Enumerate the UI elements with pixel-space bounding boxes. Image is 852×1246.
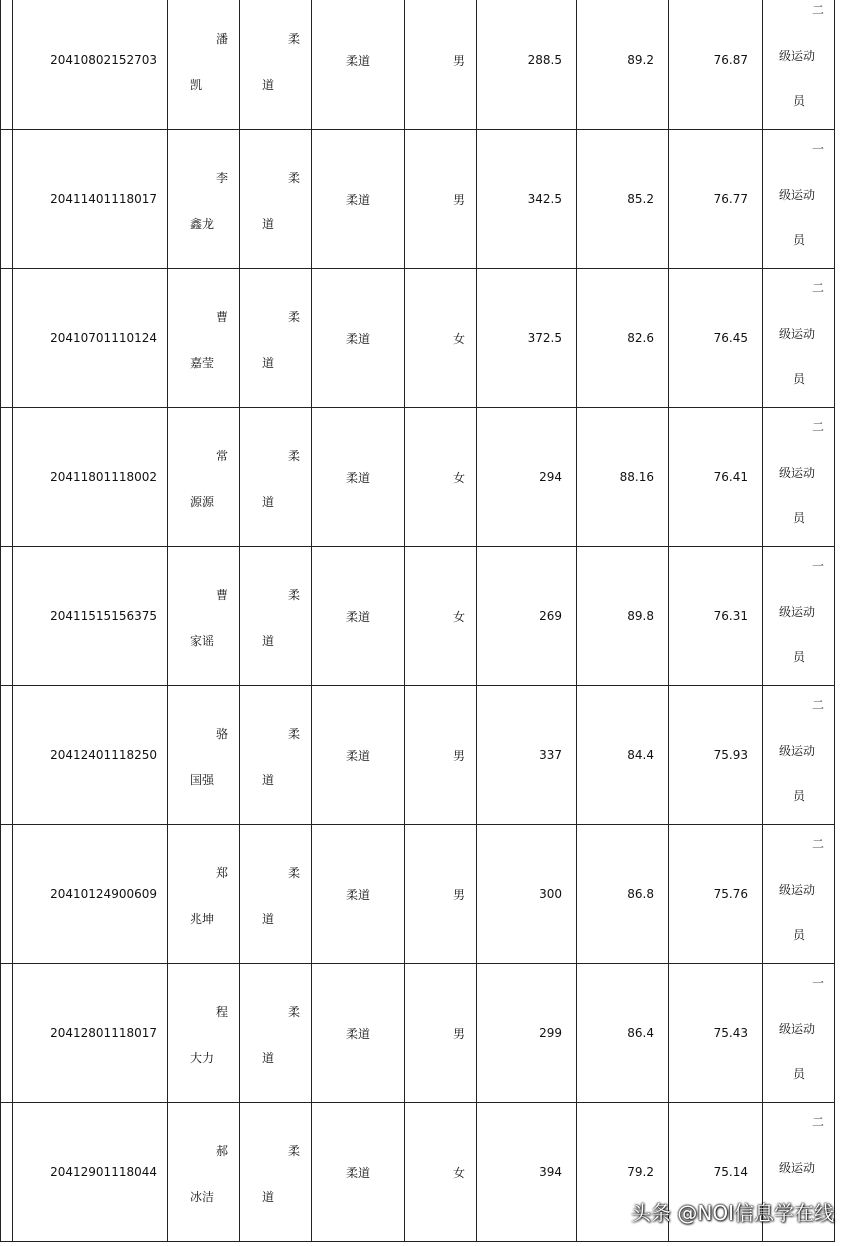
name-line-2: 大力: [190, 1051, 215, 1065]
sport-score: 79.2: [627, 1165, 654, 1179]
name-line-2: 嘉莹: [190, 356, 215, 370]
event-cell: [240, 547, 312, 686]
grade-line-3: 员: [793, 94, 806, 108]
sport-score: 89.2: [627, 53, 654, 67]
event-line-1: 柔: [287, 449, 300, 463]
name-line-2: 凯: [190, 78, 203, 92]
gender: 男: [452, 192, 465, 207]
event-cell: [240, 825, 312, 964]
athlete-grade-cell: [763, 686, 835, 825]
name-line-1: 郝: [215, 1144, 228, 1158]
total-score-cell: [669, 964, 763, 1103]
sport-score-cell: [577, 686, 669, 825]
sport-score: 88.16: [619, 470, 654, 484]
project: 柔道: [345, 53, 370, 68]
athlete-grade-cell: [763, 547, 835, 686]
culture-score: 269: [539, 609, 562, 623]
gender: 女: [452, 331, 465, 346]
project-cell: [312, 686, 405, 825]
sport-score-cell: [577, 408, 669, 547]
project: 柔道: [345, 748, 370, 763]
culture-score-cell: [477, 130, 577, 269]
table-row: [1, 0, 835, 130]
left-margin-cell: [1, 1103, 13, 1242]
total-score-cell: [669, 547, 763, 686]
table-row: [1, 686, 835, 825]
left-margin-cell: [1, 0, 13, 130]
name-line-1: 曹: [215, 310, 228, 324]
event-line-2: 道: [262, 773, 275, 787]
culture-score-cell: [477, 269, 577, 408]
sport-score-cell: [577, 964, 669, 1103]
table-row: [1, 269, 835, 408]
table-row: [1, 547, 835, 686]
exam-id: 20411401118017: [50, 192, 157, 206]
athlete-grade-cell: [763, 130, 835, 269]
project: 柔道: [345, 1026, 370, 1041]
culture-score: 294: [539, 470, 562, 484]
total-score: 76.41: [713, 470, 748, 484]
total-score: 75.14: [713, 1165, 748, 1179]
project: 柔道: [345, 887, 370, 902]
exam-id: 20410701110124: [50, 331, 157, 345]
sport-score-cell: [577, 825, 669, 964]
culture-score-cell: [477, 0, 577, 130]
event-line-1: 柔: [287, 171, 300, 185]
exam-id-cell: [13, 1103, 168, 1242]
grade-line-3: 员: [793, 928, 806, 942]
event-cell: [240, 1103, 312, 1242]
total-score-cell: [669, 408, 763, 547]
gender-cell: [405, 269, 477, 408]
gender-cell: [405, 825, 477, 964]
athlete-grade-cell: [763, 408, 835, 547]
event-line-2: 道: [262, 356, 275, 370]
name-cell: [168, 1103, 240, 1242]
total-score: 76.77: [713, 192, 748, 206]
sport-score: 82.6: [627, 331, 654, 345]
grade-line-2: 级运动: [779, 883, 816, 897]
name-cell: [168, 547, 240, 686]
exam-id: 20410802152703: [50, 53, 157, 67]
left-margin-cell: [1, 825, 13, 964]
sport-score-cell: [577, 130, 669, 269]
culture-score-cell: [477, 547, 577, 686]
gender-cell: [405, 130, 477, 269]
event-line-2: 道: [262, 78, 275, 92]
name-line-1: 骆: [215, 727, 228, 741]
sport-score-cell: [577, 0, 669, 130]
name-cell: [168, 130, 240, 269]
event-line-1: 柔: [287, 866, 300, 880]
total-score-cell: [669, 825, 763, 964]
sport-score-cell: [577, 269, 669, 408]
culture-score-cell: [477, 964, 577, 1103]
grade-line-1: 二: [811, 3, 824, 17]
name-line-2: 兆坤: [190, 912, 215, 926]
event-line-2: 道: [262, 912, 275, 926]
exam-id-cell: [13, 825, 168, 964]
event-line-2: 道: [262, 1051, 275, 1065]
event-line-1: 柔: [287, 310, 300, 324]
total-score: 76.87: [713, 53, 748, 67]
grade-line-1: 二: [811, 837, 824, 851]
culture-score: 372.5: [527, 331, 562, 345]
event-cell: [240, 686, 312, 825]
name-cell: [168, 0, 240, 130]
name-line-1: 常: [215, 449, 228, 463]
grade-line-2: 级运动: [779, 327, 816, 341]
gender-cell: [405, 408, 477, 547]
grade-line-2: 级运动: [779, 466, 816, 480]
grade-line-3: 员: [793, 1067, 806, 1081]
name-line-1: 郑: [215, 866, 228, 880]
culture-score: 300: [539, 887, 562, 901]
project: 柔道: [345, 192, 370, 207]
gender: 男: [452, 887, 465, 902]
project-cell: [312, 269, 405, 408]
name-cell: [168, 408, 240, 547]
watermark: 头条 @NOI信息学在线: [631, 1201, 834, 1225]
left-margin-cell: [1, 964, 13, 1103]
table-row: [1, 408, 835, 547]
event-line-2: 道: [262, 495, 275, 509]
project: 柔道: [345, 470, 370, 485]
grade-line-2: 级运动: [779, 605, 816, 619]
culture-score-cell: [477, 825, 577, 964]
event-line-1: 柔: [287, 1144, 300, 1158]
total-score-cell: [669, 0, 763, 130]
grade-line-2: 级运动: [779, 49, 816, 63]
left-margin-cell: [1, 408, 13, 547]
project-cell: [312, 964, 405, 1103]
exam-id-cell: [13, 130, 168, 269]
total-score: 76.45: [713, 331, 748, 345]
left-margin-cell: [1, 269, 13, 408]
name-line-2: 源源: [190, 495, 215, 509]
name-cell: [168, 964, 240, 1103]
project-cell: [312, 825, 405, 964]
results-table-body: [1, 0, 835, 1242]
culture-score-cell: [477, 408, 577, 547]
project: 柔道: [345, 609, 370, 624]
culture-score-cell: [477, 1103, 577, 1242]
exam-id: 20412901118044: [50, 1165, 157, 1179]
athlete-grade-cell: [763, 964, 835, 1103]
grade-line-1: 二: [811, 281, 824, 295]
athlete-grade-cell: [763, 269, 835, 408]
grade-line-2: 级运动: [779, 744, 816, 758]
gender: 男: [452, 53, 465, 68]
grade-line-2: 级运动: [779, 1161, 816, 1175]
grade-line-1: 一: [811, 559, 824, 573]
grade-line-3: 员: [793, 233, 806, 247]
culture-score: 288.5: [527, 53, 562, 67]
grade-line-3: 员: [793, 372, 806, 386]
total-score-cell: [669, 686, 763, 825]
project-cell: [312, 408, 405, 547]
event-line-2: 道: [262, 1190, 275, 1204]
total-score-cell: [669, 130, 763, 269]
name-line-1: 程: [215, 1005, 228, 1019]
name-cell: [168, 269, 240, 408]
gender-cell: [405, 964, 477, 1103]
event-line-2: 道: [262, 217, 275, 231]
culture-score-cell: [477, 686, 577, 825]
total-score: 76.31: [713, 609, 748, 623]
total-score: 75.43: [713, 1026, 748, 1040]
exam-id-cell: [13, 547, 168, 686]
name-line-2: 家谣: [190, 634, 215, 648]
event-cell: [240, 269, 312, 408]
exam-id-cell: [13, 0, 168, 130]
table-row: [1, 130, 835, 269]
project-cell: [312, 130, 405, 269]
project: 柔道: [345, 1165, 370, 1180]
gender-cell: [405, 1103, 477, 1242]
event-line-1: 柔: [287, 588, 300, 602]
name-line-1: 曹: [215, 588, 228, 602]
grade-line-3: 员: [793, 789, 806, 803]
athlete-grade-cell: [763, 825, 835, 964]
gender: 女: [452, 1165, 465, 1180]
sport-score: 86.4: [627, 1026, 654, 1040]
grade-line-3: 员: [793, 511, 806, 525]
table-row: [1, 825, 835, 964]
project: 柔道: [345, 331, 370, 346]
left-margin-cell: [1, 686, 13, 825]
name-line-2: 鑫龙: [190, 217, 215, 231]
sport-score: 85.2: [627, 192, 654, 206]
name-cell: [168, 825, 240, 964]
name-line-2: 国强: [190, 773, 215, 787]
gender: 男: [452, 1026, 465, 1041]
sport-score-cell: [577, 547, 669, 686]
culture-score: 337: [539, 748, 562, 762]
gender: 女: [452, 470, 465, 485]
project-cell: [312, 1103, 405, 1242]
total-score: 75.93: [713, 748, 748, 762]
culture-score: 342.5: [527, 192, 562, 206]
grade-line-1: 二: [811, 1115, 824, 1129]
sport-score: 86.8: [627, 887, 654, 901]
gender-cell: [405, 686, 477, 825]
exam-id: 20412401118250: [50, 748, 157, 762]
name-line-1: 潘: [215, 32, 228, 46]
grade-line-3: 员: [793, 650, 806, 664]
event-line-2: 道: [262, 634, 275, 648]
name-cell: [168, 686, 240, 825]
grade-line-2: 级运动: [779, 1022, 816, 1036]
exam-id-cell: [13, 964, 168, 1103]
exam-id-cell: [13, 686, 168, 825]
event-line-1: 柔: [287, 727, 300, 741]
event-cell: [240, 0, 312, 130]
gender: 女: [452, 609, 465, 624]
sport-score: 89.8: [627, 609, 654, 623]
grade-line-1: 一: [811, 142, 824, 156]
exam-id-cell: [13, 408, 168, 547]
exam-id-cell: [13, 269, 168, 408]
culture-score: 394: [539, 1165, 562, 1179]
grade-line-1: 二: [811, 420, 824, 434]
gender-cell: [405, 547, 477, 686]
grade-line-2: 级运动: [779, 188, 816, 202]
table-row: [1, 964, 835, 1103]
total-score-cell: [669, 269, 763, 408]
total-score: 75.76: [713, 887, 748, 901]
event-cell: [240, 408, 312, 547]
event-line-1: 柔: [287, 32, 300, 46]
project-cell: [312, 0, 405, 130]
athlete-grade-cell: [763, 0, 835, 130]
event-cell: [240, 130, 312, 269]
exam-id: 20411515156375: [50, 609, 157, 623]
left-margin-cell: [1, 547, 13, 686]
exam-id: 20411801118002: [50, 470, 157, 484]
event-line-1: 柔: [287, 1005, 300, 1019]
exam-id: 20410124900609: [50, 887, 157, 901]
name-line-1: 李: [215, 171, 228, 185]
left-margin-cell: [1, 130, 13, 269]
grade-line-1: 二: [811, 698, 824, 712]
name-line-2: 冰洁: [190, 1190, 215, 1204]
project-cell: [312, 547, 405, 686]
culture-score: 299: [539, 1026, 562, 1040]
sport-score: 84.4: [627, 748, 654, 762]
gender: 男: [452, 748, 465, 763]
event-cell: [240, 964, 312, 1103]
gender-cell: [405, 0, 477, 130]
exam-id: 20412801118017: [50, 1026, 157, 1040]
grade-line-1: 一: [811, 976, 824, 990]
